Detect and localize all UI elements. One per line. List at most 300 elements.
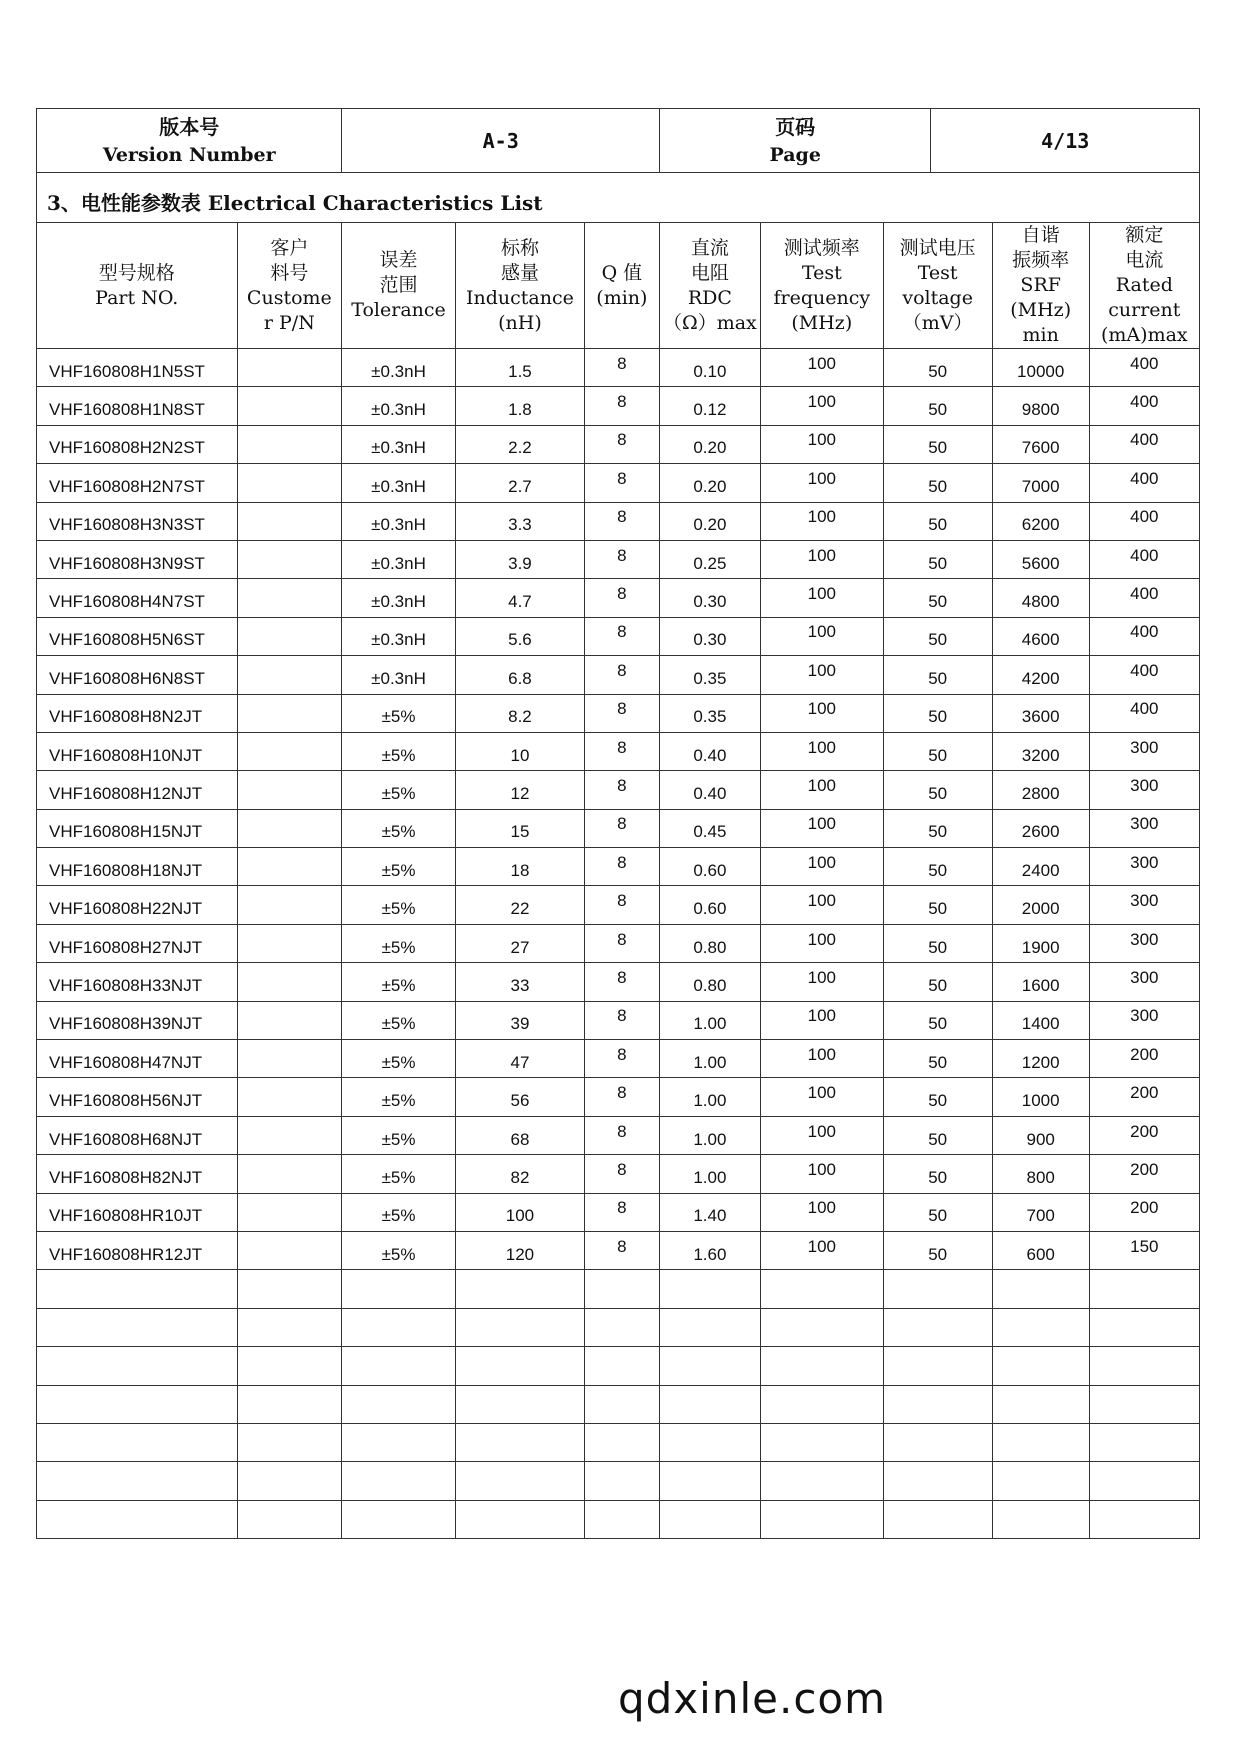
frequency-cell <box>761 1231 884 1269</box>
customer-pn-cell <box>237 1078 342 1116</box>
tolerance-value: ±5% <box>381 1014 416 1034</box>
q-value: 8 <box>617 852 627 872</box>
page-label-cell <box>660 109 932 172</box>
page-label-en: Page <box>769 143 821 166</box>
current-value: 400 <box>1130 353 1159 373</box>
rdc-cell <box>659 579 760 617</box>
customer-pn-cell <box>237 1193 342 1231</box>
rdc-cell <box>659 924 760 962</box>
q-cell <box>585 425 660 463</box>
tolerance-cell <box>342 656 456 694</box>
current-cell <box>1089 1231 1199 1269</box>
inductance-cell <box>455 809 584 847</box>
srf-cell <box>992 425 1089 463</box>
tolerance-cell <box>342 1193 456 1231</box>
column-header-srf <box>992 223 1089 349</box>
frequency-cell <box>761 1155 884 1193</box>
frequency-cell <box>761 464 884 502</box>
rdc-value: 0.40 <box>693 745 727 765</box>
customer-pn-cell <box>237 1116 342 1154</box>
part-number-value: VHF160808H68NJT <box>49 1129 203 1149</box>
current-value: 200 <box>1130 1198 1159 1218</box>
empty-cell <box>761 1347 884 1385</box>
srf-value: 7000 <box>1021 476 1060 496</box>
frequency-value: 100 <box>807 814 836 834</box>
column-header-customer-pn <box>237 223 342 349</box>
part-number-cell <box>37 732 238 770</box>
empty-cell <box>761 1308 884 1346</box>
srf-cell <box>992 579 1089 617</box>
srf-value: 1900 <box>1021 937 1060 957</box>
column-header-en: Test voltage （mV） <box>902 261 973 334</box>
part-number-value: VHF160808H18NJT <box>49 860 203 880</box>
tolerance-value: ±5% <box>381 1244 416 1264</box>
voltage-cell <box>883 924 992 962</box>
empty-table-row <box>37 1308 1200 1346</box>
frequency-cell <box>761 1001 884 1039</box>
frequency-value: 100 <box>807 1198 836 1218</box>
voltage-cell <box>883 425 992 463</box>
empty-cell <box>342 1500 456 1538</box>
table-row <box>37 886 1200 924</box>
version-label-zh: 版本号 <box>159 114 220 139</box>
customer-pn-cell <box>237 349 342 387</box>
part-number-value: VHF160808H27NJT <box>49 937 203 957</box>
q-cell <box>585 809 660 847</box>
q-value: 8 <box>617 353 627 373</box>
rdc-value: 0.60 <box>693 860 727 880</box>
customer-pn-cell <box>237 464 342 502</box>
current-value: 300 <box>1130 737 1159 757</box>
srf-value: 7600 <box>1021 438 1060 458</box>
current-cell <box>1089 771 1199 809</box>
empty-cell <box>659 1308 760 1346</box>
customer-pn-cell <box>237 694 342 732</box>
part-number-value: VHF160808H3N9ST <box>49 553 205 573</box>
voltage-value: 50 <box>928 438 948 458</box>
column-header-en: Inductance (nH) <box>466 286 574 334</box>
voltage-cell <box>883 694 992 732</box>
current-cell <box>1089 924 1199 962</box>
empty-cell <box>1089 1462 1199 1500</box>
srf-value: 1400 <box>1021 1014 1060 1034</box>
voltage-cell <box>883 963 992 1001</box>
tolerance-cell <box>342 464 456 502</box>
inductance-cell <box>455 540 584 578</box>
empty-cell <box>37 1385 238 1423</box>
srf-cell <box>992 694 1089 732</box>
part-number-value: VHF160808H4N7ST <box>49 592 205 612</box>
q-value: 8 <box>617 1121 627 1141</box>
inductance-cell <box>455 1116 584 1154</box>
q-value: 8 <box>617 699 627 719</box>
q-cell <box>585 924 660 962</box>
inductance-cell <box>455 349 584 387</box>
srf-value: 2800 <box>1021 783 1060 803</box>
current-cell <box>1089 1040 1199 1078</box>
part-number-cell <box>37 656 238 694</box>
voltage-cell <box>883 848 992 886</box>
voltage-cell <box>883 1078 992 1116</box>
q-cell <box>585 1155 660 1193</box>
q-value: 8 <box>617 967 627 987</box>
tolerance-value: ±0.3nH <box>371 668 426 688</box>
frequency-cell <box>761 349 884 387</box>
current-value: 400 <box>1130 699 1159 719</box>
q-cell <box>585 848 660 886</box>
empty-table-row <box>37 1500 1200 1538</box>
empty-cell <box>992 1385 1089 1423</box>
part-number-cell <box>37 425 238 463</box>
current-cell <box>1089 1155 1199 1193</box>
voltage-cell <box>883 387 992 425</box>
part-number-cell <box>37 502 238 540</box>
frequency-value: 100 <box>807 468 836 488</box>
inductance-cell <box>455 1001 584 1039</box>
tolerance-cell <box>342 579 456 617</box>
customer-pn-cell <box>237 425 342 463</box>
empty-cell <box>342 1308 456 1346</box>
tolerance-value: ±5% <box>381 1052 416 1072</box>
empty-cell <box>659 1423 760 1461</box>
empty-cell <box>883 1462 992 1500</box>
voltage-value: 50 <box>928 1129 948 1149</box>
empty-cell <box>1089 1347 1199 1385</box>
q-cell <box>585 387 660 425</box>
empty-cell <box>237 1500 342 1538</box>
rdc-cell <box>659 1155 760 1193</box>
tolerance-cell <box>342 886 456 924</box>
current-cell <box>1089 617 1199 655</box>
q-cell <box>585 656 660 694</box>
frequency-cell <box>761 924 884 962</box>
empty-cell <box>585 1500 660 1538</box>
column-header-en: SRF (MHz) min <box>1010 274 1072 346</box>
frequency-value: 100 <box>807 852 836 872</box>
q-value: 8 <box>617 468 627 488</box>
inductance-value: 2.7 <box>508 476 532 496</box>
inductance-value: 8.2 <box>508 707 532 727</box>
current-cell <box>1089 1116 1199 1154</box>
tolerance-value: ±0.3nH <box>371 361 426 381</box>
srf-value: 600 <box>1026 1244 1055 1264</box>
part-number-cell <box>37 540 238 578</box>
tolerance-cell <box>342 963 456 1001</box>
inductance-cell <box>455 579 584 617</box>
srf-value: 2400 <box>1021 860 1060 880</box>
rdc-value: 0.80 <box>693 975 727 995</box>
column-header-zh: 误差 范围 <box>379 249 418 296</box>
empty-table-row <box>37 1385 1200 1423</box>
voltage-cell <box>883 617 992 655</box>
table-row <box>37 579 1200 617</box>
srf-cell <box>992 1155 1089 1193</box>
empty-cell <box>1089 1385 1199 1423</box>
table-row <box>37 349 1200 387</box>
current-value: 300 <box>1130 929 1159 949</box>
current-cell <box>1089 1078 1199 1116</box>
rdc-value: 0.35 <box>693 707 727 727</box>
rdc-cell <box>659 1040 760 1078</box>
current-cell <box>1089 1001 1199 1039</box>
column-header-zh: 型号规格 <box>98 261 175 284</box>
column-header-en: RDC （Ω）max <box>662 286 757 334</box>
voltage-cell <box>883 502 992 540</box>
voltage-cell <box>883 1040 992 1078</box>
current-value: 400 <box>1130 507 1159 527</box>
q-value: 8 <box>617 929 627 949</box>
current-value: 400 <box>1130 430 1159 450</box>
voltage-cell <box>883 732 992 770</box>
q-value: 8 <box>617 584 627 604</box>
empty-cell <box>342 1347 456 1385</box>
version-label-cell <box>37 109 342 172</box>
voltage-cell <box>883 771 992 809</box>
rdc-cell <box>659 694 760 732</box>
srf-value: 700 <box>1026 1206 1055 1226</box>
inductance-value: 56 <box>510 1091 530 1111</box>
rdc-cell <box>659 963 760 1001</box>
current-value: 200 <box>1130 1083 1159 1103</box>
empty-cell <box>992 1423 1089 1461</box>
q-value: 8 <box>617 660 627 680</box>
srf-value: 2600 <box>1021 822 1060 842</box>
rdc-cell <box>659 617 760 655</box>
tolerance-cell <box>342 387 456 425</box>
tolerance-cell <box>342 349 456 387</box>
empty-cell <box>455 1385 584 1423</box>
empty-cell <box>237 1423 342 1461</box>
inductance-cell <box>455 732 584 770</box>
inductance-value: 82 <box>510 1167 530 1187</box>
rdc-value: 1.00 <box>693 1091 727 1111</box>
current-cell <box>1089 349 1199 387</box>
inductance-value: 10 <box>510 745 530 765</box>
rdc-cell <box>659 502 760 540</box>
empty-cell <box>585 1347 660 1385</box>
frequency-value: 100 <box>807 1044 836 1064</box>
part-number-value: VHF160808H33NJT <box>49 975 203 995</box>
part-number-cell <box>37 886 238 924</box>
voltage-value: 50 <box>928 783 948 803</box>
rdc-value: 0.20 <box>693 438 727 458</box>
current-cell <box>1089 387 1199 425</box>
srf-cell <box>992 349 1089 387</box>
tolerance-cell <box>342 1155 456 1193</box>
frequency-value: 100 <box>807 1159 836 1179</box>
empty-cell <box>1089 1500 1199 1538</box>
frequency-value: 100 <box>807 775 836 795</box>
inductance-value: 12 <box>510 783 530 803</box>
column-header-zh: 测试电压 <box>899 236 976 259</box>
empty-cell <box>761 1385 884 1423</box>
section-title: 3、电性能参数表 Electrical Characteristics List <box>36 173 1200 222</box>
customer-pn-cell <box>237 848 342 886</box>
part-number-cell <box>37 1193 238 1231</box>
current-value: 300 <box>1130 814 1159 834</box>
srf-value: 4600 <box>1021 630 1060 650</box>
rdc-value: 0.20 <box>693 476 727 496</box>
current-value: 300 <box>1130 852 1159 872</box>
srf-value: 2000 <box>1021 899 1060 919</box>
part-number-cell <box>37 1040 238 1078</box>
tolerance-value: ±5% <box>381 1129 416 1149</box>
current-value: 400 <box>1130 545 1159 565</box>
q-value: 8 <box>617 1083 627 1103</box>
tolerance-value: ±0.3nH <box>371 476 426 496</box>
frequency-value: 100 <box>807 967 836 987</box>
customer-pn-cell <box>237 771 342 809</box>
voltage-cell <box>883 809 992 847</box>
inductance-cell <box>455 886 584 924</box>
srf-cell <box>992 387 1089 425</box>
empty-cell <box>37 1500 238 1538</box>
tolerance-cell <box>342 732 456 770</box>
voltage-value: 50 <box>928 975 948 995</box>
part-number-value: VHF160808H47NJT <box>49 1052 203 1072</box>
part-number-cell <box>37 1231 238 1269</box>
customer-pn-cell <box>237 732 342 770</box>
current-value: 400 <box>1130 392 1159 412</box>
inductance-cell <box>455 1078 584 1116</box>
inductance-value: 1.8 <box>508 400 532 420</box>
frequency-value: 100 <box>807 1006 836 1026</box>
part-number-cell <box>37 617 238 655</box>
empty-cell <box>761 1423 884 1461</box>
rdc-value: 0.60 <box>693 899 727 919</box>
customer-pn-cell <box>237 1155 342 1193</box>
document-header <box>36 108 1200 173</box>
current-value: 400 <box>1130 622 1159 642</box>
q-value: 8 <box>617 1044 627 1064</box>
empty-cell <box>455 1347 584 1385</box>
empty-cell <box>992 1347 1089 1385</box>
empty-cell <box>992 1308 1089 1346</box>
table-row <box>37 656 1200 694</box>
part-number-value: VHF160808H3N3ST <box>49 515 205 535</box>
tolerance-value: ±0.3nH <box>371 400 426 420</box>
column-header-zh: 客户 料号 <box>270 236 309 284</box>
table-body <box>37 349 1200 1539</box>
frequency-cell <box>761 1078 884 1116</box>
part-number-cell <box>37 579 238 617</box>
tolerance-cell <box>342 924 456 962</box>
current-cell <box>1089 694 1199 732</box>
empty-cell <box>37 1462 238 1500</box>
voltage-value: 50 <box>928 630 948 650</box>
voltage-value: 50 <box>928 860 948 880</box>
q-cell <box>585 1193 660 1231</box>
inductance-value: 27 <box>510 937 530 957</box>
part-number-cell <box>37 809 238 847</box>
customer-pn-cell <box>237 1040 342 1078</box>
inductance-cell <box>455 1231 584 1269</box>
table-row <box>37 1116 1200 1154</box>
frequency-cell <box>761 1040 884 1078</box>
tolerance-cell <box>342 617 456 655</box>
page-value-cell <box>931 109 1199 172</box>
tolerance-cell <box>342 694 456 732</box>
inductance-value: 6.8 <box>508 668 532 688</box>
voltage-cell <box>883 886 992 924</box>
rdc-cell <box>659 1001 760 1039</box>
srf-value: 5600 <box>1021 553 1060 573</box>
table-row <box>37 924 1200 962</box>
tolerance-value: ±5% <box>381 937 416 957</box>
srf-value: 1000 <box>1021 1091 1060 1111</box>
inductance-value: 120 <box>505 1244 535 1264</box>
customer-pn-cell <box>237 1231 342 1269</box>
column-header-part-no <box>37 223 238 349</box>
rdc-value: 0.20 <box>693 515 727 535</box>
voltage-value: 50 <box>928 899 948 919</box>
q-cell <box>585 886 660 924</box>
customer-pn-cell <box>237 886 342 924</box>
tolerance-value: ±5% <box>381 975 416 995</box>
frequency-cell <box>761 886 884 924</box>
empty-cell <box>585 1308 660 1346</box>
tolerance-value: ±0.3nH <box>371 515 426 535</box>
inductance-cell <box>455 387 584 425</box>
rdc-value: 0.30 <box>693 630 727 650</box>
rdc-cell <box>659 848 760 886</box>
frequency-value: 100 <box>807 1121 836 1141</box>
empty-cell <box>883 1500 992 1538</box>
srf-cell <box>992 1231 1089 1269</box>
empty-cell <box>883 1270 992 1308</box>
version-label-en: Version Number <box>102 143 276 166</box>
empty-cell <box>659 1385 760 1423</box>
tolerance-cell <box>342 502 456 540</box>
q-cell <box>585 1078 660 1116</box>
empty-cell <box>237 1347 342 1385</box>
q-value: 8 <box>617 814 627 834</box>
current-value: 200 <box>1130 1044 1159 1064</box>
voltage-value: 50 <box>928 361 948 381</box>
column-header-zh: 直流 电阻 <box>690 236 729 284</box>
table-row <box>37 502 1200 540</box>
voltage-value: 50 <box>928 1206 948 1226</box>
empty-cell <box>883 1347 992 1385</box>
version-value-cell <box>342 109 659 172</box>
rdc-cell <box>659 540 760 578</box>
tolerance-cell <box>342 425 456 463</box>
empty-cell <box>342 1270 456 1308</box>
voltage-value: 50 <box>928 822 948 842</box>
customer-pn-cell <box>237 617 342 655</box>
inductance-cell <box>455 924 584 962</box>
q-value: 8 <box>617 1198 627 1218</box>
q-value: 8 <box>617 891 627 911</box>
part-number-cell <box>37 1155 238 1193</box>
current-value: 400 <box>1130 584 1159 604</box>
inductance-value: 47 <box>510 1052 530 1072</box>
empty-cell <box>1089 1270 1199 1308</box>
customer-pn-cell <box>237 579 342 617</box>
part-number-value: VHF160808HR12JT <box>49 1244 203 1264</box>
voltage-value: 50 <box>928 553 948 573</box>
table-row <box>37 963 1200 1001</box>
frequency-value: 100 <box>807 1083 836 1103</box>
voltage-value: 50 <box>928 1052 948 1072</box>
empty-cell <box>659 1347 760 1385</box>
column-header-rated-current <box>1089 223 1199 349</box>
tolerance-cell <box>342 1231 456 1269</box>
tolerance-value: ±0.3nH <box>371 553 426 573</box>
table-row <box>37 1155 1200 1193</box>
q-cell <box>585 771 660 809</box>
rdc-value: 0.80 <box>693 937 727 957</box>
